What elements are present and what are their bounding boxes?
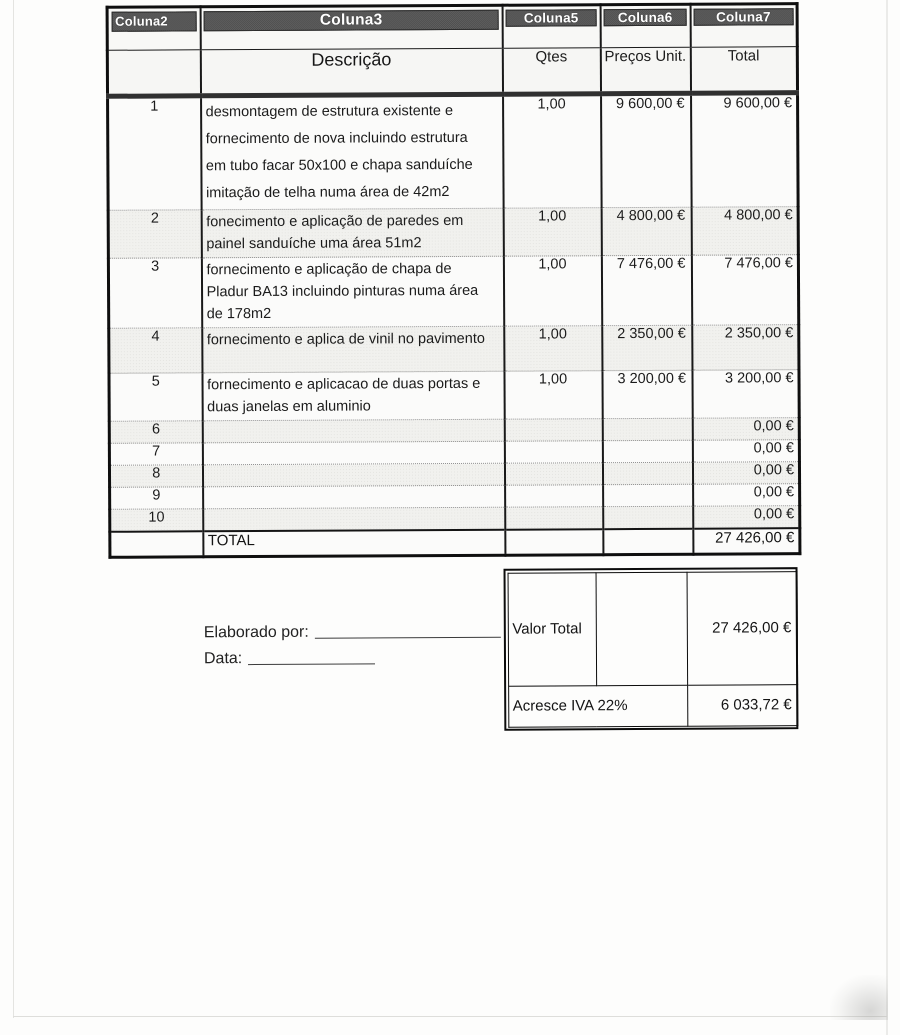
unit-price-cell — [602, 418, 692, 440]
unit-price-cell: 3 200,00 € — [602, 370, 692, 418]
row-number-cell: 2 — [108, 210, 201, 258]
qty-cell — [504, 419, 602, 442]
column-header-coluna3 — [200, 5, 502, 50]
unit-price-cell: 9 600,00 € — [601, 93, 692, 207]
qty-cell — [504, 441, 602, 464]
summary-label: Valor Total — [508, 572, 597, 685]
qty-cell — [504, 463, 602, 486]
qty-cell — [505, 507, 603, 530]
unit-price-cell — [603, 506, 693, 528]
total-row — [110, 528, 800, 558]
unit-price-cell: 2 350,00 € — [602, 325, 692, 370]
total-cell: 3 200,00 € — [692, 370, 799, 419]
total-row-qty-cell — [505, 529, 603, 556]
row-number-cell: 9 — [110, 487, 203, 509]
description-cell — [202, 441, 504, 465]
subheader-qtes: Qtes — [502, 48, 600, 95]
total-cell: 4 800,00 € — [691, 207, 798, 256]
total-cell: 0,00 € — [693, 506, 800, 529]
qty-cell: 1,00 — [503, 94, 602, 209]
description-cell — [202, 326, 504, 373]
description-text: desmontagem de estrutura existente e fornecimento de nova incluindo estrutura em tubo facar 50x100 e chapa sanduíche imitação de telha numa área de 42m2 — [205, 102, 473, 202]
data-blank-line — [248, 650, 375, 665]
row-number-cell: 10 — [110, 509, 203, 531]
description-text — [207, 465, 501, 467]
total-row-unit-cell — [603, 528, 693, 554]
unit-price-cell — [602, 462, 692, 484]
column-header-coluna7 — [690, 4, 797, 48]
subheader-empty-cell — [107, 50, 200, 96]
total-cell: 0,00 € — [692, 418, 799, 441]
row-number-cell: 8 — [109, 465, 202, 487]
table-row — [109, 370, 799, 422]
summary-value: 27 426,00 € — [687, 571, 798, 685]
total-row-label: TOTAL — [203, 529, 505, 557]
qty-cell: 1,00 — [503, 256, 601, 327]
description-cell — [201, 208, 503, 258]
column-header-row — [107, 4, 797, 51]
description-cell — [201, 94, 504, 210]
elaborado-por-blank-line — [315, 624, 501, 639]
row-number-cell: 1 — [150, 98, 159, 115]
qty-cell: 1,00 — [503, 208, 601, 257]
data-label: Data: — [203, 650, 243, 668]
summary-label: Acresce IVA 22% — [508, 685, 687, 727]
column-header-coluna2 — [107, 7, 200, 50]
column-header-label: Coluna3 — [204, 9, 499, 31]
description-text: fornecimento e aplicação de chapa de Pladur BA13 incluindo pinturas numa área de 178m2 — [206, 260, 479, 323]
elaborado-por-row — [204, 622, 501, 643]
column-header-coluna6 — [600, 4, 690, 47]
qty-cell: 1,00 — [504, 371, 602, 420]
quote-table-body — [108, 93, 800, 532]
description-text — [208, 509, 502, 511]
row-number-cell: 7 — [109, 443, 202, 465]
summary-value: 6 033,72 € — [687, 684, 797, 726]
description-text — [207, 443, 501, 445]
column-header-coluna5 — [502, 5, 600, 49]
description-cell — [202, 419, 504, 443]
description-text: fornecimento e aplicacao de duas portas e duas janelas em aluminio — [207, 375, 481, 416]
subheader-precos: Preços Unit. — [600, 47, 690, 93]
row-number-cell: 6 — [109, 421, 202, 443]
row-number-cell: 4 — [109, 328, 202, 373]
table-row — [108, 255, 798, 329]
unit-price-cell — [602, 440, 692, 462]
qty-cell: 1,00 — [504, 326, 602, 372]
elaborado-por-label: Elaborado por: — [203, 623, 309, 642]
subheader-total: Total — [690, 47, 797, 94]
unit-price-cell: 7 476,00 € — [601, 255, 691, 325]
description-text: fonecimento e aplicação de paredes em painel sanduíche uma área 51m2 — [206, 212, 464, 253]
row-number-cell: 5 — [109, 373, 202, 421]
subheader-row — [107, 47, 797, 97]
summary-row-iva — [508, 684, 797, 727]
description-text — [207, 421, 501, 423]
description-cell — [202, 463, 504, 487]
column-header-label: Coluna7 — [694, 8, 794, 26]
column-header-label: Coluna2 — [111, 11, 197, 31]
description-text: fornecimento e aplica de vinil no pavimento — [206, 330, 485, 349]
description-text — [208, 487, 502, 489]
column-header-label: Coluna5 — [506, 9, 597, 26]
unit-price-cell: 4 800,00 € — [601, 207, 691, 255]
vat-summary-table — [504, 567, 799, 731]
signature-block — [204, 622, 501, 676]
total-cell: 0,00 € — [692, 462, 799, 485]
total-cell: 9 600,00 € — [691, 93, 799, 208]
table-row — [109, 325, 799, 374]
row-number-cell: 3 — [108, 258, 201, 328]
subheader-descricao: Descrição — [200, 48, 502, 96]
table-row — [108, 93, 799, 211]
total-cell: 2 350,00 € — [692, 325, 799, 371]
description-cell — [201, 256, 503, 328]
description-cell — [203, 485, 505, 509]
total-row-empty-cell — [110, 531, 203, 557]
total-row-value: 27 426,00 € — [693, 528, 800, 555]
summary-spacer-cell — [596, 572, 688, 685]
total-cell: 0,00 € — [693, 484, 800, 507]
data-row — [204, 648, 501, 669]
description-cell — [202, 371, 504, 421]
table-row — [108, 207, 798, 259]
total-cell: 7 476,00 € — [691, 255, 798, 326]
description-cell — [203, 507, 505, 531]
quote-table — [106, 2, 802, 559]
qty-cell — [505, 485, 603, 508]
summary-row-valor-total — [508, 571, 798, 686]
unit-price-cell — [603, 484, 693, 506]
column-header-label: Coluna6 — [604, 8, 687, 25]
total-cell: 0,00 € — [692, 440, 799, 463]
